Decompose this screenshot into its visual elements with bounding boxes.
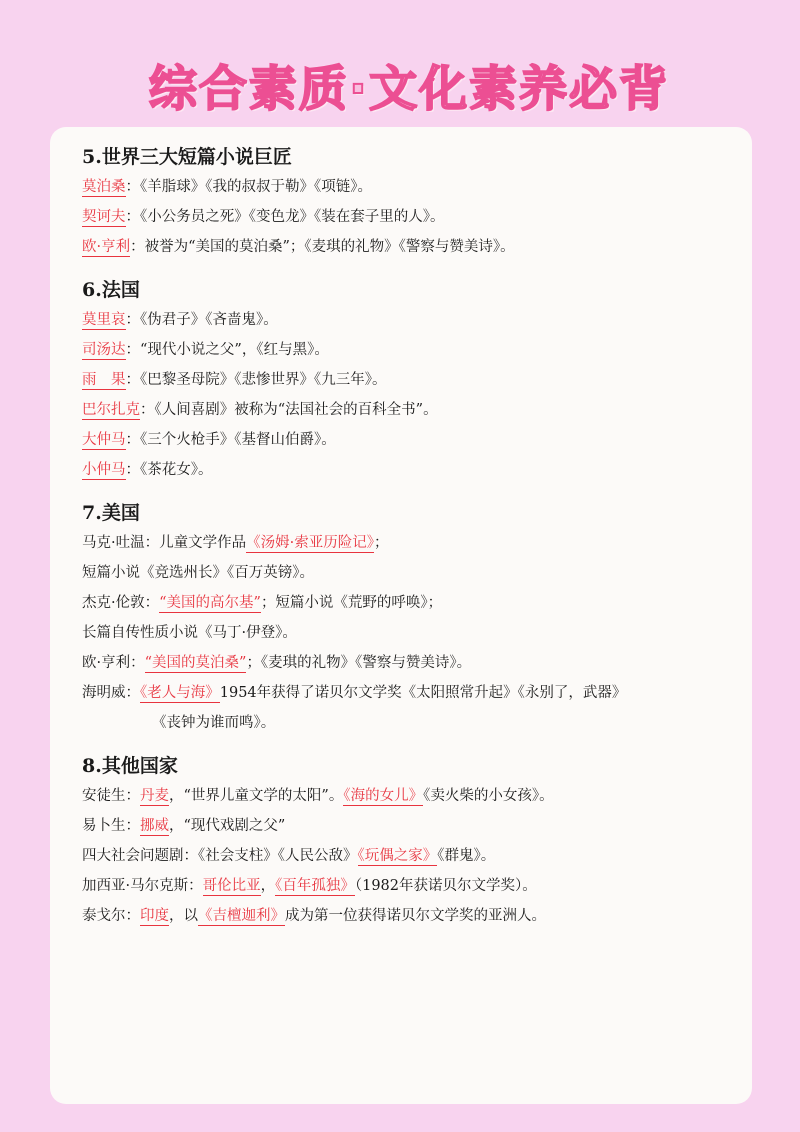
works-text: ：《巴黎圣母院》《悲惨世界》《九三年》。	[125, 372, 387, 388]
text: ，“世界儿童文学的太阳”。	[169, 788, 344, 804]
text: 易卜生：	[82, 818, 140, 834]
list-item	[82, 335, 732, 365]
author-name: 雨 果	[82, 372, 126, 388]
text: 长篇自传性质小说《马丁·伊登》。	[82, 625, 297, 641]
list-item	[82, 901, 732, 931]
works-text: ：《羊脂球》《我的叔叔于勒》《项链》。	[125, 179, 372, 195]
works-text: ：《伪君子》《吝啬鬼》。	[125, 312, 278, 328]
section-heading: 8.其他国家	[82, 755, 178, 777]
text: ；短篇小说《荒野的呼唤》；	[260, 595, 443, 611]
text: ；	[373, 535, 389, 551]
highlight-text: 印度	[140, 908, 169, 924]
highlight-text: 《汤姆·索亚历险记》	[246, 535, 374, 551]
text: 海明威：	[82, 685, 140, 701]
highlight-text: 《海的女儿》	[343, 788, 424, 804]
highlight-text: 《老人与海》	[140, 685, 220, 701]
text: 欧·亨利：	[82, 655, 145, 671]
works-text: ：被誉为“美国的莫泊桑”；《麦琪的礼物》《警察与赞美诗》。	[130, 239, 515, 255]
highlight-text: 挪威	[140, 818, 169, 834]
content-card	[50, 127, 752, 1104]
list-item	[82, 455, 732, 485]
text: 加西亚·马尔克斯：	[82, 878, 203, 894]
highlight-text: 哥伦比亚	[202, 878, 261, 894]
list-item	[82, 648, 732, 678]
author-name: 小仲马	[82, 462, 126, 478]
section-other-countries	[82, 751, 732, 931]
text: ，	[260, 878, 276, 894]
section-heading: 5.世界三大短篇小说巨匠	[82, 146, 292, 168]
works-text: ：《三个火枪手》《基督山伯爵》。	[125, 432, 336, 448]
section-france	[82, 275, 732, 485]
list-item	[82, 678, 732, 708]
list-item	[82, 588, 732, 618]
text: 四大社会问题剧：《社会支柱》《人民公敌》	[82, 848, 358, 864]
page-title: 综合素质·文化素养必背	[148, 61, 670, 117]
text: 1954年获得了诺贝尔文学奖《太阳照常升起》《永别了，武器》	[219, 685, 627, 701]
works-text: ：《人间喜剧》被称为“法国社会的百科全书”。	[140, 402, 438, 418]
text: 《卖火柴的小女孩》。	[423, 788, 554, 804]
author-name: 莫泊桑	[82, 179, 126, 195]
list-item	[82, 871, 732, 901]
works-text: ：“现代小说之父”，《红与黑》。	[125, 342, 329, 358]
list-item	[82, 618, 732, 648]
list-item	[82, 558, 732, 588]
author-name: 司汤达	[82, 342, 126, 358]
author-name: 契诃夫	[82, 209, 126, 225]
works-text: ：《小公务员之死》《变色龙》《装在套子里的人》。	[125, 209, 445, 225]
list-item	[82, 528, 732, 558]
text: 安徒生：	[82, 788, 140, 804]
list-item	[82, 202, 732, 232]
section-heading: 6.法国	[82, 279, 140, 301]
text: ，以	[169, 908, 198, 924]
highlight-text: 《百年孤独》	[275, 878, 355, 894]
highlight-text: “美国的高尔基”	[159, 595, 261, 611]
text: 《丧钟为谁而鸣》。	[152, 715, 276, 731]
works-text: ：《茶花女》。	[125, 462, 213, 478]
author-name: 莫里哀	[82, 312, 126, 328]
highlight-text: 《吉檀迦利》	[198, 908, 285, 924]
list-item	[82, 232, 732, 262]
list-item	[82, 172, 732, 202]
list-item	[82, 305, 732, 335]
text: ；《麦琪的礼物》《警察与赞美诗》。	[246, 655, 472, 671]
section-heading: 7.美国	[82, 502, 140, 524]
text: ，“现代戏剧之父”	[169, 818, 286, 834]
text: 马克·吐温：儿童文学作品	[82, 535, 247, 551]
text: 成为第一位获得诺贝尔文学奖的亚洲人。	[285, 908, 546, 924]
author-name: 大仲马	[82, 432, 126, 448]
text: （1982年获诺贝尔文学奖）。	[354, 878, 537, 894]
highlight-text: 丹麦	[140, 788, 169, 804]
list-item	[82, 811, 732, 841]
text: 短篇小说《竞选州长》《百万英镑》。	[82, 565, 314, 581]
list-item	[82, 425, 732, 455]
text: 泰戈尔：	[82, 908, 140, 924]
list-item	[82, 365, 732, 395]
list-item	[82, 708, 732, 738]
list-item	[82, 841, 732, 871]
author-name: 巴尔扎克	[82, 402, 140, 418]
highlight-text: 《玩偶之家》	[357, 848, 438, 864]
text: 杰克·伦敦：	[82, 595, 160, 611]
list-item	[82, 781, 732, 811]
author-name: 欧·亨利	[82, 239, 131, 255]
list-item	[82, 395, 732, 425]
section-usa	[82, 498, 732, 738]
section-short-story-masters	[82, 142, 732, 262]
highlight-text: “美国的莫泊桑”	[144, 655, 247, 671]
text: 《群鬼》。	[437, 848, 496, 864]
